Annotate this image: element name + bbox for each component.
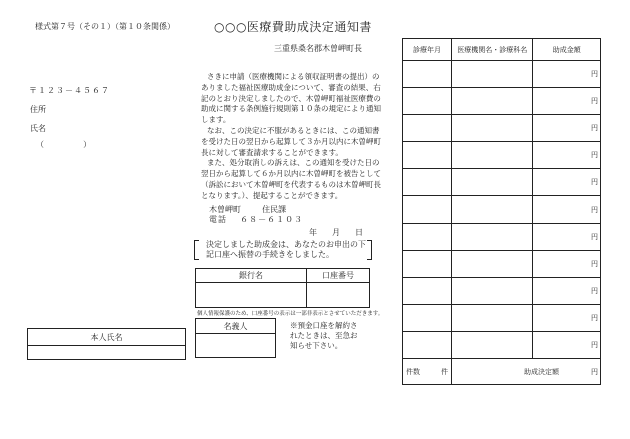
month-cell (403, 250, 452, 277)
header-institution: 医療機関名・診療科名 (452, 39, 533, 61)
paren-open: （ (36, 140, 44, 149)
institution-cell (452, 250, 533, 277)
table-row (403, 196, 601, 223)
transfer-notice: 決定しました助成金は、あなたのお申出の下記口座へ振替の手続きをしました。 (194, 240, 372, 260)
table-row (403, 304, 601, 331)
total-unit: 円 (591, 367, 598, 376)
amount-cell: 円 (533, 250, 601, 277)
table-row (403, 115, 601, 142)
institution-cell (452, 169, 533, 196)
office-name: 木曽岬町 (209, 205, 241, 214)
bank-name-cell (196, 283, 307, 308)
count-cell (403, 359, 452, 385)
table-row (403, 223, 601, 250)
postal-code: 〒１２３－４５６７ (29, 86, 110, 95)
table-row (403, 331, 601, 358)
detail-table (402, 38, 601, 385)
amount-cell: 円 (533, 142, 601, 169)
table-row (403, 142, 601, 169)
amount-cell: 円 (533, 169, 601, 196)
amount-cell: 円 (533, 277, 601, 304)
account-close-note: ※預金口座を解約されたときは、至急お知らせ下さい。 (290, 321, 358, 350)
amount-cell: 円 (533, 304, 601, 331)
body-paragraph: さきに申請（医療機関による領収証明書の提出）のありました福祉医療助成金について、審査の結果、右記のとおり決定しましたので、木曽岬町福祉医療費の助成に関する条例施行規則第１０条の規定により通知します。 (201, 72, 381, 125)
phone-line (209, 214, 303, 225)
month-cell (403, 223, 452, 250)
footer-row (403, 359, 601, 385)
date-year: 年 (309, 228, 317, 237)
month-cell (403, 277, 452, 304)
month-cell (403, 331, 452, 358)
table-row (403, 250, 601, 277)
self-name-table (27, 328, 186, 360)
office-section: 住民課 (262, 205, 287, 214)
account-holder-label: 名義人 (196, 319, 276, 334)
form-number: 様式第７号（その１）（第１０条関係） (35, 22, 175, 31)
institution-cell (452, 142, 533, 169)
institution-cell (452, 115, 533, 142)
month-cell (403, 169, 452, 196)
bank-table (195, 268, 370, 308)
institution-cell (452, 304, 533, 331)
amount-cell: 円 (533, 88, 601, 115)
table-row (403, 277, 601, 304)
amount-cell: 円 (533, 115, 601, 142)
header-treatment-month: 診療年月 (403, 39, 452, 61)
phone-label: 電話 (209, 215, 227, 224)
notice-body (201, 72, 381, 202)
body-paragraph: なお、この決定に不服があるときには、この通知書を受けた日の翌日から起算して３か月以内に木曽岬町長に対して審査請求することができます。 (201, 125, 381, 157)
paren-close: ） (83, 140, 92, 149)
month-cell (403, 61, 452, 88)
privacy-note: 個人情報保護のため、口座番号の表示は一部非表示とさせていただきます。 (197, 311, 384, 317)
account-number-cell (307, 283, 370, 308)
bank-name-header: 銀行名 (196, 269, 307, 283)
page-title: ○○○医療費助成決定通知書 (214, 20, 372, 34)
address-label: 住所 (30, 105, 46, 114)
header-amount: 助成金額 (533, 39, 601, 61)
name-label: 氏名 (30, 124, 46, 133)
amount-cell: 円 (533, 331, 601, 358)
name-paren (36, 139, 91, 150)
month-cell (403, 115, 452, 142)
date-day: 日 (355, 228, 363, 237)
month-cell (403, 88, 452, 115)
table-row (403, 88, 601, 115)
amount-cell: 円 (533, 196, 601, 223)
body-paragraph: また、処分取消しの訴えは、この通知を受けた日の翌日から起算して６か月以内に木曽岬町を被告として（訴訟において木曽岬町を代表するものは木曽岬町長となります。）、提起することができます。 (201, 158, 381, 200)
account-number-header: 口座番号 (307, 269, 370, 283)
institution-cell (452, 88, 533, 115)
amount-cell: 円 (533, 61, 601, 88)
account-holder-table (195, 318, 276, 358)
account-holder-cell (196, 334, 276, 358)
count-label: 件数 (406, 367, 420, 376)
count-unit: 件 (441, 367, 449, 376)
total-cell (452, 359, 601, 385)
phone-number: ６８－６１０３ (240, 215, 304, 224)
table-row (403, 61, 601, 88)
institution-cell (452, 223, 533, 250)
total-label: 助成決定額 (524, 367, 560, 376)
month-cell (403, 142, 452, 169)
self-name-label: 本人氏名 (28, 329, 186, 346)
institution-cell (452, 331, 533, 358)
issuer: 三重県桑名郡木曽岬町長 (274, 44, 362, 53)
self-name-cell (28, 346, 186, 360)
month-cell (403, 196, 452, 223)
institution-cell (452, 196, 533, 223)
institution-cell (452, 61, 533, 88)
institution-cell (452, 277, 533, 304)
month-cell (403, 304, 452, 331)
date-month: 月 (332, 228, 340, 237)
table-row (403, 169, 601, 196)
amount-cell: 円 (533, 223, 601, 250)
